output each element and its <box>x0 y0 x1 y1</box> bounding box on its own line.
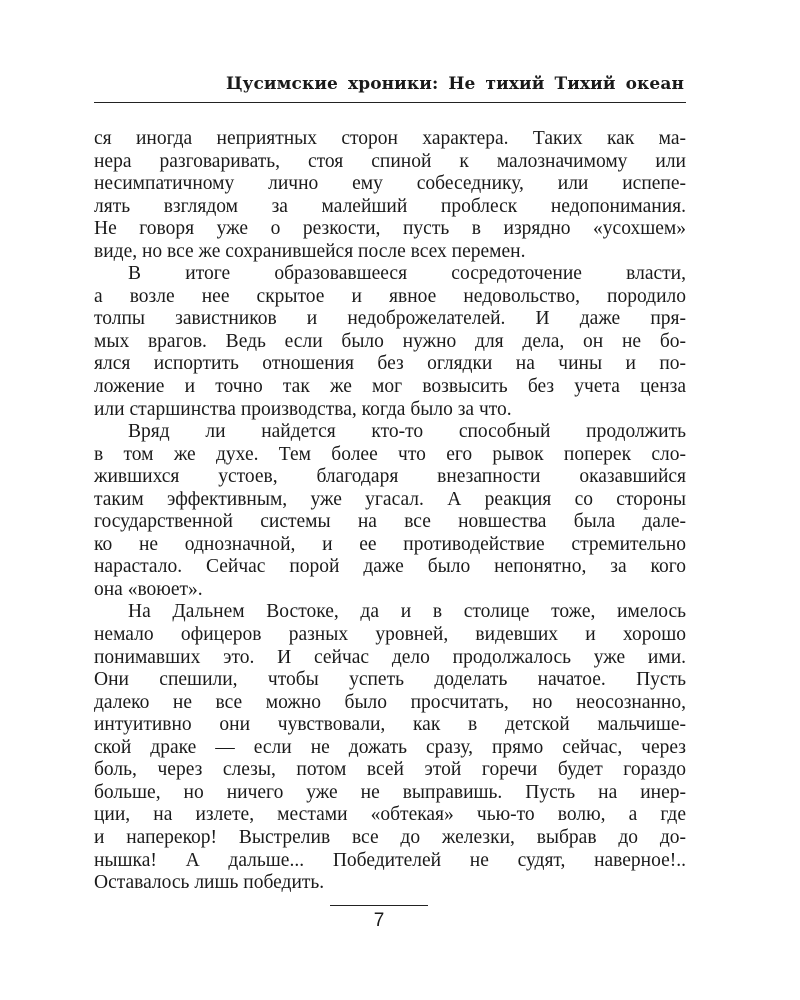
text-line: нера разговаривать, стоя спиной к малозначимому или <box>94 150 686 172</box>
text-line: далеко не все можно было просчитать, но неосознанно, <box>94 691 686 713</box>
text-line: ции, на излете, местами «обтекая» чью-то волю, а где <box>94 804 686 826</box>
footer-rule <box>330 905 428 906</box>
text-line: понимавших это. И сейчас дело продолжалось уже ими. <box>94 646 686 668</box>
text-line: жившихся устоев, благодаря внезапности оказавшийся <box>94 466 686 488</box>
paragraph-first-line: Вряд ли найдется кто-то способный продолжить <box>128 421 686 443</box>
text-line: или старшинства производства, когда было за что. <box>94 398 512 420</box>
text-line: Они спешили, чтобы успеть доделать начатое. Пусть <box>94 669 686 691</box>
paragraph-first-line: На Дальнем Востоке, да и в столице тоже, имелось <box>128 601 686 623</box>
text-line: несимпатичному лично ему собеседнику, или испепе- <box>94 173 686 195</box>
text-line: Не говоря уже о резкости, пусть в изрядно «усохшем» <box>94 218 686 240</box>
page-number: 7 <box>373 910 385 931</box>
text-line: больше, но ничего уже не выправишь. Пусть на инер- <box>94 781 686 803</box>
text-line: и наперекор! Выстрелив все до железки, выбрав до до- <box>94 826 686 848</box>
text-line: ко не однозначной, и ее противодействие стремительно <box>94 533 686 555</box>
text-line: толпы завистников и недоброжелателей. И даже пря- <box>94 308 686 330</box>
text-line: мых врагов. Ведь если было нужно для дела, он не бо- <box>94 330 686 352</box>
text-line: виде, но все же сохранившейся после всех перемен. <box>94 240 526 262</box>
text-line: ся иногда неприятных сторон характера. Таких как ма- <box>94 128 686 149</box>
text-line: ложение и точно так же мог возвысить без учета ценза <box>94 376 686 398</box>
text-line: немало офицеров разных уровней, видевших и хорошо <box>94 624 686 646</box>
text-line: таким эффективным, уже угасал. А реакция со стороны <box>94 488 686 510</box>
text-line: ялся испортить отношения без оглядки на чины и по- <box>94 353 686 375</box>
paragraph-first-line: В итоге образовавшееся сосредоточение власти, <box>128 263 686 285</box>
running-header <box>94 72 686 103</box>
text-line: в том же духе. Тем более что его рывок поперек сло- <box>94 443 686 465</box>
text-line: а возле нее скрытое и явное недовольство, породило <box>94 285 686 307</box>
text-line: она «воюет». <box>94 578 203 600</box>
text-line: интуитивно они чувствовали, как в детской мальчише- <box>94 714 686 736</box>
text-line: Оставалось лишь победить. <box>94 872 325 894</box>
text-line: лять взглядом за малейший проблеск недопонимания. <box>94 195 686 217</box>
header-title: Цусимские хроники: Не тихий Тихий океан <box>225 74 684 94</box>
text-line: боль, через слезы, потом всей этой горечи будет гораздо <box>94 759 686 781</box>
text-line: нарастало. Сейчас порой даже было непонятно, за кого <box>94 556 686 578</box>
text-line: нышка! А дальше... Победителей не судят, наверное!.. <box>94 849 686 871</box>
body-text <box>94 128 686 895</box>
text-line: государственной системы на все новшества была дале- <box>94 511 686 533</box>
text-line: ской драке — если не дожать сразу, прямо сейчас, через <box>94 736 686 758</box>
